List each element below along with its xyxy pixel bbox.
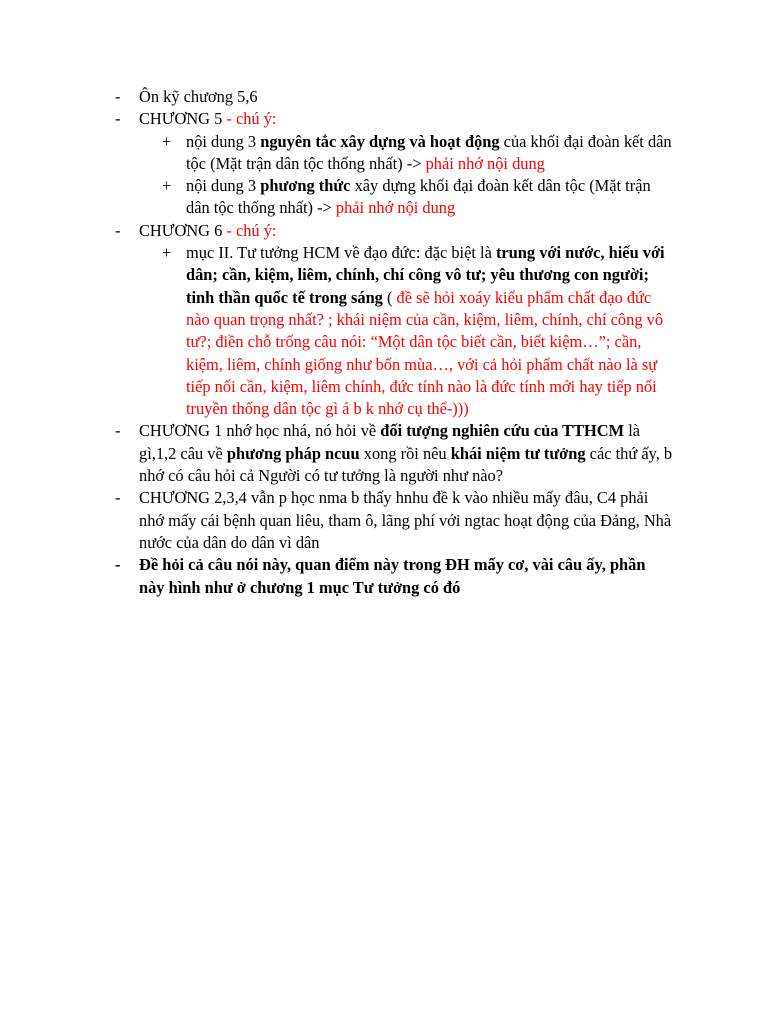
item-text: Ôn kỹ chương 5,6 <box>139 87 258 106</box>
bold-term: nguyên tắc xây dựng và hoạt động <box>260 131 500 151</box>
bold-term: khái niệm tư tưởng <box>450 443 586 463</box>
chapter-heading: CHƯƠNG 5 <box>139 109 223 129</box>
plus-bullet: + <box>162 176 172 196</box>
chapter-heading: CHƯƠNG 6 <box>139 220 223 240</box>
attention-note: - chú ý: <box>222 220 277 240</box>
dash-bullet: - <box>115 555 121 575</box>
sub-item-methods <box>0 175 676 220</box>
highlight-text: phải nhớ nội dung <box>335 198 456 218</box>
sub-text: của khối đại đoàn kết dân tộc (Mặt trận dân tộc thống nhất) -> <box>186 131 672 173</box>
sub-text: nội dung 3 <box>186 176 261 196</box>
sub-text: ( <box>382 287 397 307</box>
list-item-review-chapters <box>0 86 675 108</box>
dash-bullet: - <box>115 109 121 129</box>
sub-text: xây dựng khối đại đoàn kết dân tộc (Mặt trận dân tộc thống nhất) -> <box>186 176 651 218</box>
item-text: CHƯƠNG 1 nhớ học nhá, nó hỏi về <box>139 421 381 441</box>
bold-term: phương thức <box>260 176 351 196</box>
sub-text: nội dung 3 <box>186 131 261 151</box>
sub-item-ethics <box>0 242 676 420</box>
list-item-chapter-6 <box>0 220 675 242</box>
sub-item-principles <box>0 131 676 176</box>
item-text: các thứ ấy, b nhớ có câu hỏi cả Người có tư tưởng là người như nào? <box>139 443 673 486</box>
highlight-text: đề sẽ hỏi xoáy kiểu phẩm chất đạo đức nào quan trọng nhất? ; khái niệm của cần, kiệm, liêm, chính, chí công vô tư?; điền chỗ trống câu nói: “Một dân tộc biết cần, biết kiệm…”; cần, kiệm, liêm, chính giống như bốn mùa…, với cả hỏi phẩm chất nào là sự tiếp nối cần, kiệm, liêm chính, đức tính nào là đức tính mới hay tiếp nối truyền thống dân tộc gì á b k nhớ cụ thể-))) <box>186 287 664 419</box>
dash-bullet: - <box>115 220 121 240</box>
list-item-exam-note <box>0 554 675 599</box>
bold-term: trung với nước, hiếu với dân; cần, kiệm, liêm, chính, chí công vô tư; yêu thương con người; tinh thần quốc tế trong sáng <box>186 243 665 307</box>
attention-note: - chú ý: <box>222 109 277 129</box>
bold-term: đối tượng nghiên cứu của TTHCM <box>380 421 625 441</box>
document-page <box>0 86 768 599</box>
sub-text: mục II. Tư tưởng HCM về đạo đức: đặc biệt là <box>186 243 496 263</box>
list-item-chapters-2-3-4 <box>0 487 675 554</box>
dash-bullet: - <box>115 421 121 441</box>
item-text: Đề hỏi cả câu nói này, quan điểm này trong ĐH mấy cơ, vài câu ấy, phần này hình như ở chương 1 mục Tư tưởng có đó <box>139 555 646 597</box>
plus-bullet: + <box>162 131 172 151</box>
dash-bullet: - <box>115 488 121 508</box>
plus-bullet: + <box>162 243 172 263</box>
dash-bullet: - <box>115 87 121 106</box>
item-text: xong rồi nêu <box>359 443 451 463</box>
highlight-text: phải nhớ nội dung <box>425 153 545 173</box>
list-item-chapter-5 <box>0 108 675 130</box>
list-item-chapter-1 <box>0 420 675 487</box>
item-text: CHƯƠNG 2,3,4 vẫn p học nma b thấy hnhu đề k vào nhiều mấy đâu, C4 phải nhớ mấy cái bệnh quan liêu, tham ô, lãng phí với ngtac hoạt động của Đảng, Nhà nước của dân do dân vì dân <box>139 488 672 552</box>
item-text: là gì,1,2 câu về <box>139 421 641 463</box>
bold-term: phương pháp ncuu <box>226 443 360 463</box>
